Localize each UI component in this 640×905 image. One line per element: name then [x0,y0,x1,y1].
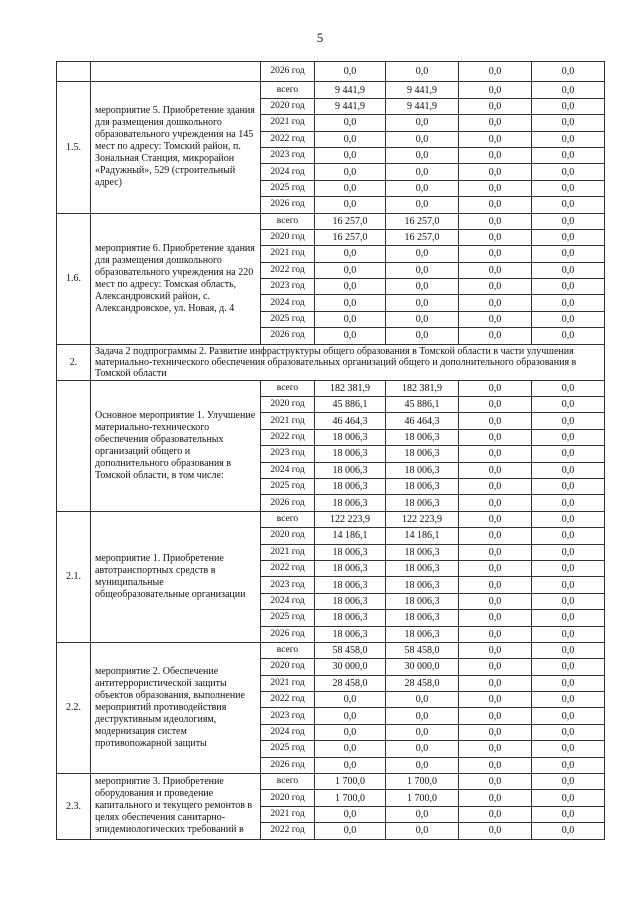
value-cell: 18 006,3 [315,593,386,609]
value-cell: 0,0 [315,311,386,327]
value-cell: 18 006,3 [386,544,459,560]
value-cell: 0,0 [532,262,605,278]
period-cell: всего [261,774,315,790]
value-cell: 0,0 [459,98,532,114]
table-row [57,82,605,98]
period-cell: 2024 год [261,164,315,180]
value-cell: 0,0 [532,577,605,593]
value-cell: 18 006,3 [315,626,386,642]
table-row [57,62,605,82]
value-cell: 0,0 [315,708,386,724]
table-row [57,213,605,229]
value-cell: 0,0 [459,692,532,708]
value-cell: 0,0 [532,164,605,180]
value-cell: 0,0 [459,131,532,147]
value-cell: 0,0 [459,593,532,609]
value-cell: 0,0 [386,279,459,295]
period-cell: 2022 год [261,131,315,147]
value-cell: 0,0 [532,708,605,724]
value-cell: 0,0 [459,642,532,658]
value-cell: 18 006,3 [315,560,386,576]
value-cell: 0,0 [532,413,605,429]
value-cell: 0,0 [459,659,532,675]
value-cell: 0,0 [459,495,532,511]
value-cell: 9 441,9 [315,82,386,98]
value-cell: 0,0 [532,806,605,822]
period-cell: 2026 год [261,62,315,82]
value-cell: 0,0 [532,213,605,229]
value-cell: 18 006,3 [386,610,459,626]
value-cell: 18 006,3 [386,462,459,478]
value-cell: 18 006,3 [315,462,386,478]
value-cell: 0,0 [386,62,459,82]
value-cell: 0,0 [532,380,605,396]
value-cell: 0,0 [532,692,605,708]
value-cell: 0,0 [459,82,532,98]
value-cell: 0,0 [532,495,605,511]
value-cell: 0,0 [532,774,605,790]
value-cell: 0,0 [459,147,532,163]
task-row [57,344,605,380]
period-cell: 2021 год [261,246,315,262]
value-cell: 0,0 [459,262,532,278]
value-cell: 0,0 [386,164,459,180]
value-cell: 0,0 [532,823,605,839]
value-cell: 0,0 [386,180,459,196]
row-number-cell: 2. [57,344,91,380]
period-cell: 2022 год [261,692,315,708]
value-cell: 18 006,3 [315,495,386,511]
task-heading-cell: Задача 2 подпрограммы 2. Развитие инфраструктуры общего образования в Томской области в части улучшения материально-технического обеспечения образовательных организаций общего и дополнительного образования в Томской области [91,344,605,380]
period-cell: 2022 год [261,823,315,839]
value-cell: 1 700,0 [386,790,459,806]
value-cell: 0,0 [532,328,605,344]
value-cell: 0,0 [315,724,386,740]
value-cell: 0,0 [386,131,459,147]
value-cell: 0,0 [532,279,605,295]
value-cell: 0,0 [315,262,386,278]
value-cell: 0,0 [532,511,605,527]
value-cell: 0,0 [532,98,605,114]
value-cell: 0,0 [386,692,459,708]
value-cell: 16 257,0 [386,213,459,229]
activity-description-cell [91,62,261,82]
value-cell: 0,0 [315,115,386,131]
row-number-cell: 2.3. [57,774,91,840]
value-cell: 0,0 [459,741,532,757]
value-cell: 0,0 [386,724,459,740]
period-cell: 2026 год [261,197,315,213]
period-cell: 2020 год [261,659,315,675]
value-cell: 18 006,3 [386,577,459,593]
period-cell: 2025 год [261,180,315,196]
value-cell: 0,0 [315,328,386,344]
value-cell: 18 006,3 [315,478,386,494]
value-cell: 16 257,0 [315,213,386,229]
value-cell: 0,0 [315,147,386,163]
value-cell: 0,0 [459,62,532,82]
period-cell: 2021 год [261,544,315,560]
value-cell: 0,0 [315,62,386,82]
value-cell: 0,0 [532,544,605,560]
period-cell: 2021 год [261,806,315,822]
value-cell: 18 006,3 [386,478,459,494]
value-cell: 122 223,9 [315,511,386,527]
period-cell: 2024 год [261,462,315,478]
value-cell: 0,0 [532,642,605,658]
value-cell: 0,0 [459,311,532,327]
value-cell: 0,0 [532,659,605,675]
row-number-cell: 1.5. [57,82,91,213]
value-cell: 0,0 [386,708,459,724]
period-cell: 2025 год [261,610,315,626]
value-cell: 0,0 [459,806,532,822]
period-cell: 2022 год [261,262,315,278]
value-cell: 182 381,9 [386,380,459,396]
activity-description-cell: мероприятие 3. Приобретение оборудования и проведение капитального и текущего ремонтов в целях обеспечения санитарно-эпидемиологических требований в [91,774,261,840]
value-cell: 46 464,3 [386,413,459,429]
value-cell: 18 006,3 [386,593,459,609]
value-cell: 0,0 [459,560,532,576]
value-cell: 0,0 [386,295,459,311]
value-cell: 0,0 [315,164,386,180]
value-cell: 0,0 [532,62,605,82]
value-cell: 0,0 [459,397,532,413]
value-cell: 30 000,0 [315,659,386,675]
value-cell: 0,0 [532,560,605,576]
value-cell: 0,0 [532,626,605,642]
period-cell: 2020 год [261,98,315,114]
value-cell: 1 700,0 [315,774,386,790]
value-cell: 0,0 [459,511,532,527]
value-cell: 1 700,0 [386,774,459,790]
value-cell: 0,0 [459,626,532,642]
value-cell: 0,0 [532,229,605,245]
value-cell: 0,0 [459,757,532,773]
value-cell: 0,0 [315,180,386,196]
table-row [57,642,605,658]
value-cell: 58 458,0 [386,642,459,658]
period-cell: 2023 год [261,279,315,295]
value-cell: 28 458,0 [386,675,459,691]
period-cell: 2026 год [261,328,315,344]
page-number: 5 [316,30,324,45]
value-cell: 0,0 [532,446,605,462]
value-cell: 0,0 [459,528,532,544]
value-cell: 0,0 [532,593,605,609]
value-cell: 0,0 [315,197,386,213]
period-cell: 2025 год [261,478,315,494]
period-cell: 2024 год [261,724,315,740]
period-cell: 2025 год [261,311,315,327]
value-cell: 0,0 [532,115,605,131]
activity-description-cell: мероприятие 5. Приобретение здания для размещения дошкольного образовательного учреждения на 145 мест по адресу: Томский район, п. Зональная Станция, микрорайон «Радужный», 529 (строительный адрес) [91,82,261,213]
value-cell: 18 006,3 [315,544,386,560]
value-cell: 0,0 [532,397,605,413]
value-cell: 46 464,3 [315,413,386,429]
value-cell: 0,0 [459,446,532,462]
budget-table [56,61,605,840]
activity-description-cell: Основное мероприятие 1. Улучшение материально-технического обеспечения образовательных организаций общего и дополнительного образования в Томской области, в том числе: [91,380,261,511]
value-cell: 0,0 [532,675,605,691]
value-cell: 0,0 [532,246,605,262]
value-cell: 0,0 [386,246,459,262]
period-cell: 2021 год [261,115,315,131]
value-cell: 0,0 [386,311,459,327]
value-cell: 0,0 [386,806,459,822]
period-cell: 2024 год [261,593,315,609]
period-cell: всего [261,380,315,396]
period-cell: 2022 год [261,560,315,576]
value-cell: 0,0 [532,197,605,213]
value-cell: 58 458,0 [315,642,386,658]
row-number-cell: 2.2. [57,642,91,773]
value-cell: 16 257,0 [386,229,459,245]
value-cell: 0,0 [459,279,532,295]
value-cell: 0,0 [532,147,605,163]
activity-description-cell: мероприятие 1. Приобретение автотранспортных средств в муниципальные общеобразовательные организации [91,511,261,642]
value-cell: 0,0 [386,262,459,278]
value-cell: 0,0 [532,295,605,311]
period-cell: 2024 год [261,295,315,311]
value-cell: 0,0 [532,790,605,806]
value-cell: 0,0 [459,462,532,478]
value-cell: 16 257,0 [315,229,386,245]
period-cell: 2026 год [261,495,315,511]
value-cell: 0,0 [459,380,532,396]
value-cell: 0,0 [315,692,386,708]
row-number-cell [57,62,91,82]
value-cell: 0,0 [459,115,532,131]
value-cell: 0,0 [386,823,459,839]
period-cell: 2021 год [261,413,315,429]
value-cell: 18 006,3 [386,446,459,462]
period-cell: 2025 год [261,741,315,757]
value-cell: 30 000,0 [386,659,459,675]
value-cell: 0,0 [459,246,532,262]
period-cell: 2026 год [261,757,315,773]
value-cell: 18 006,3 [315,446,386,462]
table-row [57,380,605,396]
value-cell: 0,0 [459,708,532,724]
value-cell: 0,0 [315,295,386,311]
value-cell: 0,0 [386,197,459,213]
value-cell: 0,0 [459,295,532,311]
value-cell: 0,0 [459,429,532,445]
period-cell: 2022 год [261,429,315,445]
value-cell: 14 186,1 [315,528,386,544]
value-cell: 0,0 [459,180,532,196]
value-cell: 45 886,1 [315,397,386,413]
value-cell: 0,0 [459,164,532,180]
period-cell: всего [261,642,315,658]
value-cell: 0,0 [459,413,532,429]
value-cell: 0,0 [532,528,605,544]
value-cell: 122 223,9 [386,511,459,527]
value-cell: 18 006,3 [315,429,386,445]
value-cell: 0,0 [532,478,605,494]
value-cell: 0,0 [532,741,605,757]
value-cell: 0,0 [386,741,459,757]
value-cell: 0,0 [532,429,605,445]
value-cell: 0,0 [532,610,605,626]
value-cell: 18 006,3 [386,495,459,511]
value-cell: 28 458,0 [315,675,386,691]
period-cell: 2020 год [261,790,315,806]
period-cell: 2026 год [261,626,315,642]
value-cell: 0,0 [315,741,386,757]
value-cell: 18 006,3 [386,626,459,642]
row-number-cell: 2.1. [57,511,91,642]
value-cell: 0,0 [459,675,532,691]
value-cell: 18 006,3 [386,560,459,576]
period-cell: 2020 год [261,528,315,544]
value-cell: 18 006,3 [315,610,386,626]
value-cell: 0,0 [532,180,605,196]
period-cell: всего [261,213,315,229]
value-cell: 182 381,9 [315,380,386,396]
activity-description-cell: мероприятие 6. Приобретение здания для размещения дошкольного образовательного учреждения на 220 мест по адресу: Томская область, Александровский район, с. Александровское, ул. Новая, д. 4 [91,213,261,344]
value-cell: 0,0 [459,724,532,740]
value-cell: 0,0 [459,790,532,806]
value-cell: 0,0 [315,246,386,262]
value-cell: 0,0 [386,328,459,344]
value-cell: 0,0 [459,610,532,626]
value-cell: 18 006,3 [315,577,386,593]
value-cell: 14 186,1 [386,528,459,544]
value-cell: 9 441,9 [386,98,459,114]
period-cell: всего [261,82,315,98]
period-cell: 2023 год [261,147,315,163]
value-cell: 0,0 [532,462,605,478]
value-cell: 0,0 [459,478,532,494]
value-cell: 0,0 [459,213,532,229]
value-cell: 0,0 [459,577,532,593]
table-row [57,774,605,790]
value-cell: 0,0 [459,823,532,839]
row-number-cell: 1.6. [57,213,91,344]
value-cell: 0,0 [532,82,605,98]
value-cell: 0,0 [532,131,605,147]
value-cell: 0,0 [459,328,532,344]
value-cell: 0,0 [386,757,459,773]
period-cell: всего [261,511,315,527]
value-cell: 0,0 [315,131,386,147]
value-cell: 0,0 [315,806,386,822]
value-cell: 0,0 [459,229,532,245]
value-cell: 0,0 [459,544,532,560]
period-cell: 2021 год [261,675,315,691]
value-cell: 0,0 [532,724,605,740]
value-cell: 0,0 [315,279,386,295]
activity-description-cell: мероприятие 2. Обеспечение антитеррористической защиты объектов образования, выполнение мероприятий противодействия деструктивным идеологиям, модернизация систем противопожарной защиты [91,642,261,773]
value-cell: 0,0 [315,823,386,839]
value-cell: 9 441,9 [386,82,459,98]
value-cell: 1 700,0 [315,790,386,806]
value-cell: 9 441,9 [315,98,386,114]
period-cell: 2020 год [261,229,315,245]
value-cell: 18 006,3 [386,429,459,445]
value-cell: 0,0 [459,774,532,790]
table-row [57,511,605,527]
period-cell: 2023 год [261,446,315,462]
value-cell: 0,0 [386,115,459,131]
value-cell: 0,0 [315,757,386,773]
value-cell: 0,0 [459,197,532,213]
value-cell: 0,0 [386,147,459,163]
value-cell: 0,0 [532,757,605,773]
period-cell: 2023 год [261,577,315,593]
row-number-cell [57,380,91,511]
period-cell: 2023 год [261,708,315,724]
period-cell: 2020 год [261,397,315,413]
value-cell: 0,0 [532,311,605,327]
value-cell: 45 886,1 [386,397,459,413]
